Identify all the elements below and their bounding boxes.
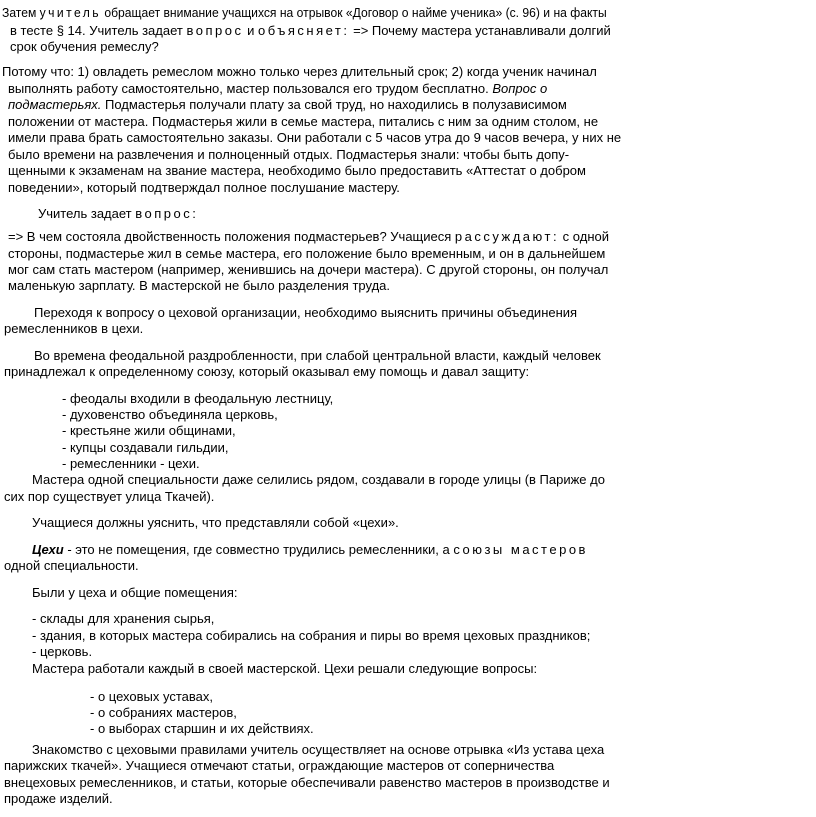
list-item: - о цеховых уставах,: [90, 689, 213, 704]
text: с одной: [559, 229, 609, 244]
list-item: - о выборах старшин и их действиях.: [90, 721, 314, 736]
closing-line-3: внецеховых ремесленников, и статьи, которые обеспечивали равенство мастеров в производстве и: [4, 775, 610, 790]
text: и: [243, 23, 258, 38]
feudal-line-1: Во времена феодальной раздробленности, при слабой центральной власти, каждый человек: [34, 348, 601, 363]
text: - это не помещения, где совместно трудились ремесленники, а: [63, 542, 454, 557]
term-tsekhi: Цехи: [32, 542, 64, 557]
answer-line-4: положении от мастера. Подмастерья жили в семье мастера, питались с ним за одним столом, не: [8, 114, 599, 129]
closing-line-2: парижских ткачей». Учащиеся отмечают статьи, ограждающие мастеров от соперничества: [4, 758, 555, 773]
spaced-word-explain: объясняет:: [257, 23, 350, 38]
definition-line-2: одной специальности.: [4, 558, 139, 573]
spaced-word-reason: рассуждают:: [454, 229, 560, 244]
spaced-word-question: вопрос:: [135, 206, 199, 221]
text: Затем: [2, 6, 40, 20]
answer-line-3: [8, 96, 567, 113]
clarify-line: Учащиеся должны уяснить, что представляли собой «цехи».: [32, 515, 399, 530]
issues-intro: Мастера работали каждый в своей мастерской. Цехи решали следующие вопросы:: [32, 661, 538, 676]
masters-line-1: Мастера одной специальности даже селились рядом, создавали в городе улицы (в Париже до: [32, 472, 605, 487]
list-item: - о собраниях мастеров,: [90, 705, 237, 720]
text: Подмастерья получали плату за свой труд, но находились в полузависимом: [101, 97, 567, 112]
definition-line-1: [32, 541, 588, 558]
answer-line-1: Потому что: 1) овладеть ремеслом можно только через длительный срок; 2) когда ученик начинал: [2, 64, 597, 79]
intro-line-2: [10, 22, 611, 39]
shared-title: Были у цеха и общие помещения:: [32, 585, 238, 600]
answer-line-7: щенными к экзаменам на звание мастера, необходимо было предоставить «Аттестат о добром: [8, 163, 586, 178]
transition-line-2: ремесленников в цехи.: [4, 321, 144, 336]
closing-line-4: продаже изделий.: [4, 791, 113, 806]
transition-line-1: Переходя к вопросу о цеховой организации, необходимо выяснить причины объединения: [34, 305, 578, 320]
question-line-4: маленькую зарплату. В мастерской не было разделения труда.: [8, 278, 390, 293]
list-item: - купцы создавали гильдии,: [62, 440, 229, 455]
intro-line-1: [2, 5, 607, 22]
teacher-asks-line: [38, 205, 198, 222]
masters-line-2: сих пор существует улица Ткачей).: [4, 489, 215, 504]
question-line-3: мог сам стать мастером (например, женившись на дочери мастера). С другой стороны, он получал: [8, 262, 609, 277]
answer-line-8: поведении», который подтверждал полное послушание мастеру.: [8, 180, 400, 195]
list-item: - крестьяне жили общинами,: [62, 423, 236, 438]
question-label: Вопрос о: [492, 81, 548, 96]
text: => Почему мастера устанавливали долгий: [349, 23, 611, 38]
question-line-2: стороны, подмастерье жил в семье мастера, его положение было временным, и он в дальнейшем: [8, 246, 606, 261]
text: обращает внимание учащихся на отрывок «Договор о найме ученика» (с. 96) и на факты: [100, 6, 607, 20]
spaced-word-ask: вопрос: [186, 23, 244, 38]
text: выполнять работу самостоятельно, мастер пользовался его трудом бесплатно.: [8, 81, 493, 96]
answer-line-2: [8, 80, 547, 97]
text: в тесте § 14. Учитель задает: [10, 23, 187, 38]
list-item: - духовенство объединяла церковь,: [62, 407, 278, 422]
list-item: - церковь.: [32, 644, 93, 659]
list-item: - ремесленники - цехи.: [62, 456, 200, 471]
question-line-1: [8, 228, 609, 245]
intro-line-3: срок обучения ремеслу?: [10, 39, 159, 54]
question-label-cont: подмастерьях.: [8, 97, 102, 112]
text: => В чем состояла двойственность положения подмастерьев? Учащиеся: [8, 229, 455, 244]
answer-line-5: имели права брать самостоятельно заказы. Они работали с 5 часов утра до 9 часов вечера, у них не: [8, 130, 622, 145]
list-item: - здания, в которых мастера собирались на собрания и пиры во время цеховых праздников;: [32, 628, 591, 643]
list-item: - феодалы входили в феодальную лестницу,: [62, 391, 334, 406]
text: Учитель задает: [38, 206, 136, 221]
closing-line-1: Знакомство с цеховыми правилами учитель осуществляет на основе отрывка «Из устава цеха: [32, 742, 605, 757]
feudal-line-2: принадлежал к определенному союзу, который оказывал ему помощь и давал защиту:: [4, 364, 530, 379]
answer-line-6: было времени на развлечения и полноценный отдых. Подмастерья знали: чтобы быть допу-: [8, 147, 570, 162]
spaced-word-teacher: учитель: [39, 6, 101, 20]
spaced-word-unions: союзы мастеров: [453, 542, 588, 557]
list-item: - склады для хранения сырья,: [32, 611, 215, 626]
